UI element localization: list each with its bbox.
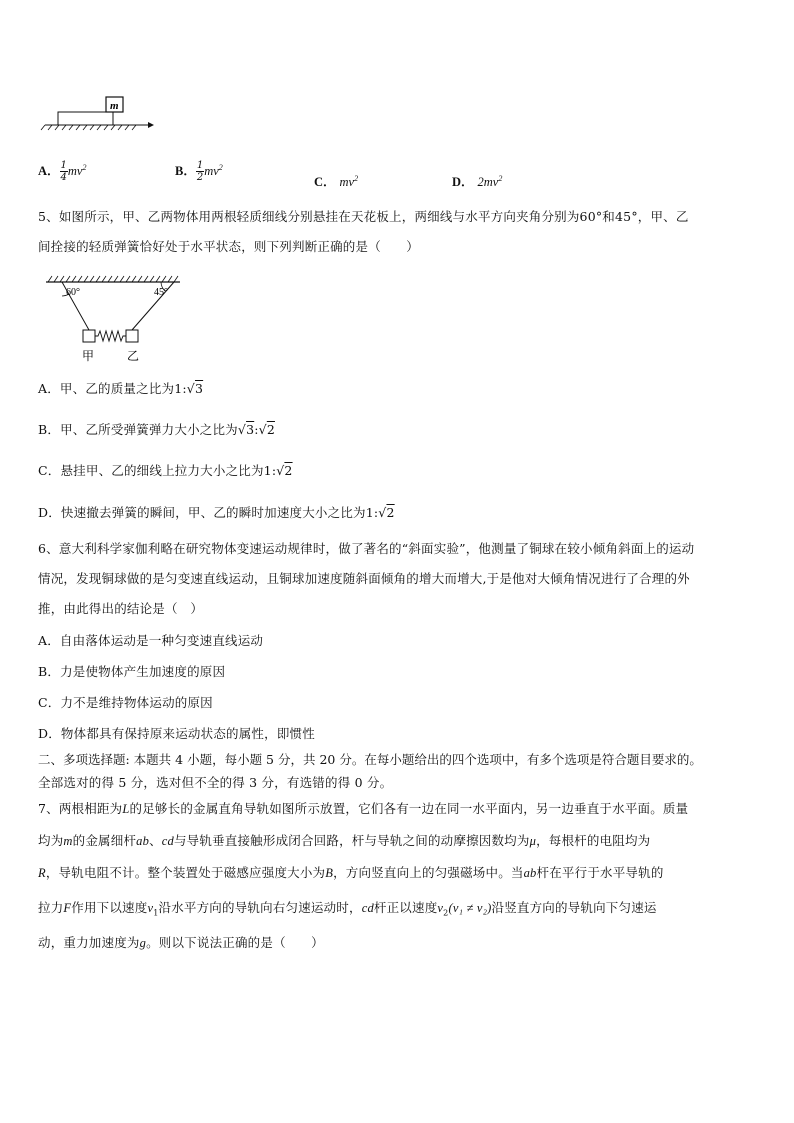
q6-option-c: C．力不是维持物体运动的原因: [38, 695, 213, 710]
angle-45-label: 45°: [154, 287, 168, 298]
mass-yi-label: 乙: [127, 349, 140, 363]
q4-option-d: D． $2mv^2$: [452, 173, 503, 189]
angle-60-label: 60°: [66, 287, 80, 298]
q6-option-a: A．自由落体运动是一种匀变速直线运动: [38, 633, 264, 648]
q6-option-d: D．物体都具有保持原来运动状态的属性，即惯性: [38, 726, 315, 741]
block-on-surface-figure: [40, 92, 155, 132]
hanging-masses-figure: [40, 272, 190, 367]
q5-option-c: C．悬挂甲、乙的细线上拉力大小之比为1:√2: [38, 463, 293, 478]
block-mass-label: m: [110, 100, 119, 112]
section2-heading-line1: 二、多项选择题: 本题共 4 小题，每小题 5 分，共 20 分。在每小题给出的四个选项中，有多个选项是符合题目要求的。: [38, 752, 702, 767]
q5-option-b: B．甲、乙所受弹簧弹力大小之比为√3:√2: [38, 422, 275, 437]
q4-option-a: A． $\frac{1}{4}$ $mv^2$: [38, 160, 87, 183]
q5-option-d: D．快速撤去弹簧的瞬间，甲、乙的瞬时加速度大小之比为1:√2: [38, 505, 395, 520]
q6-stem-line1: 6、意大利科学家伽利略在研究物体变速运动规律时，做了著名的“斜面实验”，他测量了铜球在较小倾角斜面上的运动: [38, 541, 695, 556]
q4-option-c: C． $mv^2$: [314, 173, 359, 189]
section2-heading-line2: 全部选对的得 5 分，选对但不全的得 3 分，有选错的得 0 分。: [38, 775, 393, 790]
q7-stem-line1: 7、两根相距为L的足够长的金属直角导轨如图所示放置，它们各有一边在同一水平面内，另一边垂直于水平面。质量: [38, 801, 689, 816]
q4-option-b: B． $\frac{1}{2}$ $mv^2$: [175, 160, 223, 183]
q5-stem-line2: 间拴接的轻质弹簧恰好处于水平状态，则下列判断正确的是（ ）: [38, 239, 420, 254]
q5-stem-line1: 5、如图所示，甲、乙两物体用两根轻质细线分别悬挂在天花板上，两细线与水平方向夹角分别为60°和45°，甲、乙: [38, 209, 689, 224]
q5-option-a: A．甲、乙的质量之比为1:√3: [38, 381, 204, 396]
q7-stem-line2: 均为m的金属细杆ab、cd与导轨垂直接触形成闭合回路，杆与导轨之间的动摩擦因数均为μ，每根杆的电阻均为: [38, 833, 651, 848]
mass-jia-label: 甲: [82, 349, 95, 363]
q6-stem-line3: 推，由此得出的结论是（ ）: [38, 601, 204, 616]
q6-option-b: B．力是使物体产生加速度的原因: [38, 664, 226, 679]
q7-stem-line5: 动，重力加速度为g。则以下说法正确的是（ ）: [38, 935, 324, 950]
q7-stem-line3: R，导轨电阻不计。整个装置处于磁感应强度大小为B，方向竖直向上的匀强磁场中。当ab杆在平行于水平导轨的: [38, 865, 664, 880]
q7-stem-line4: 拉力F作用下以速度$v_1$沿水平方向的导轨向右匀速运动时，cd杆正以速度$v_2(v_1 \ne v_2)$沿竖直方向的导轨向下匀速运: [38, 900, 657, 918]
spring: [95, 331, 126, 341]
q6-stem-line2: 情况，发现铜球做的是匀变速直线运动，且铜球加速度随斜面倾角的增大而增大,于是他对大倾角情况进行了合理的外: [38, 571, 690, 586]
